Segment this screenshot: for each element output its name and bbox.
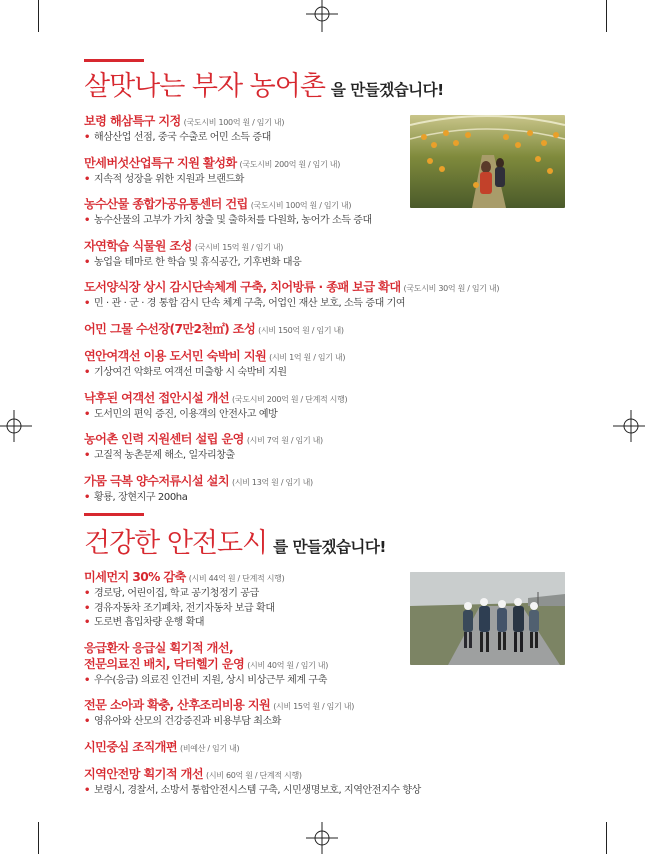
item-bullet: • 보령시, 경찰서, 소방서 통합안전시스템 구축, 시민생명보호, 지역안전지수 향상 (84, 784, 584, 799)
registration-mark-left (0, 410, 32, 442)
list-item (84, 348, 584, 381)
item-bullet: • 경유자동차 조기폐차, 전기자동차 보급 확대 (84, 602, 584, 617)
item-budget-note: (시비 15억 원 / 임기 내) (273, 702, 355, 712)
item-title: 농수산물 종합가공유통센터 건립 (84, 197, 248, 212)
item-bullet: • 경로당, 어린이집, 학교 공기청정기 공급 (84, 587, 584, 602)
item-title: 시민중심 조직개편 (84, 739, 178, 754)
item-title: 농어촌 인력 지원센터 설립 운영 (84, 432, 244, 447)
list-item (84, 569, 584, 631)
item-budget-note: (시비 7억 원 / 임기 내) (246, 436, 323, 446)
list-item (84, 431, 584, 464)
item-budget-note: (시비 40억 원 / 임기 내) (247, 660, 329, 670)
section-1-title-suffix: 을 만들겠습니다! (330, 81, 444, 99)
section-2-heading (84, 521, 386, 560)
list-item (84, 697, 584, 730)
registration-mark-bottom (306, 822, 338, 854)
item-budget-note: (국도시비 200억 원 / 임기 내) (239, 159, 341, 169)
item-title: 지역안전망 획기적 개선 (84, 766, 204, 781)
registration-mark-right (613, 410, 645, 442)
item-budget-note: (국도시비 30억 원 / 임기 내) (403, 284, 500, 294)
crop-mark-top-right (606, 0, 607, 32)
item-title: 보령 해삼특구 지정 (84, 114, 181, 128)
item-title: 응급환자 응급실 획기적 개선, (84, 640, 234, 655)
item-bullet: • 농수산물의 고부가 가치 창출 및 출하처를 다원화, 농어가 소득 증대 (84, 214, 584, 229)
section-1-items (84, 113, 584, 514)
item-bullet: • 농업을 테마로 한 학습 및 휴식공간, 기후변화 대응 (84, 256, 584, 271)
item-bullet: • 지속적 성장을 위한 지원과 브랜드화 (84, 173, 584, 188)
item-title: 어민 그물 수선장(7만2천㎡) 조성 (84, 321, 256, 336)
crop-mark-top-left (38, 0, 39, 32)
list-item (84, 640, 584, 689)
list-item (84, 113, 584, 146)
list-item (84, 766, 584, 799)
item-budget-note: (국시비 15억 원 / 임기 내) (194, 242, 284, 252)
list-item (84, 155, 584, 188)
item-title: 낙후된 여객선 접안시설 개선 (84, 390, 230, 405)
item-budget-note: (국도시비 100억 원 / 임기 내) (183, 118, 285, 127)
crop-mark-bottom-left (38, 822, 39, 854)
crop-mark-bottom-right (606, 822, 607, 854)
section-2-accent-bar (84, 513, 144, 516)
item-title: 자연학습 식물원 조성 (84, 238, 192, 253)
item-bullet: • 우수(응급) 의료진 인건비 지원, 상시 비상근무 체계 구축 (84, 674, 584, 689)
item-title-line2: 전문의료진 배치, 닥터헬기 운영 (84, 656, 245, 671)
item-budget-note: (국도시비 200억 원 / 단계적 시행) (232, 394, 348, 404)
section-2-title-suffix: 를 만들겠습니다! (273, 538, 386, 556)
item-budget-note: (시비 60억 원 / 단계적 시행) (206, 770, 302, 780)
list-item (84, 390, 584, 423)
item-bullet: • 도서민의 편익 증진, 이용객의 안전사고 예방 (84, 408, 584, 423)
item-title: 도서양식장 상시 감시단속체계 구축, 치어방류 · 종패 보급 확대 (84, 280, 401, 295)
item-bullet: • 도로변 흡입차량 운행 확대 (84, 616, 584, 631)
section-1-heading (84, 64, 444, 103)
item-title: 가뭄 극복 양수저류시설 설치 (84, 473, 230, 488)
item-bullet: • 고질적 농촌문제 해소, 일자리창출 (84, 449, 584, 464)
item-title: 미세먼지 30% 감축 (84, 570, 186, 584)
item-bullet: • 해삼산업 선점, 중국 수출로 어민 소득 증대 (84, 131, 584, 146)
item-budget-note: (국도시비 100억 원 / 임기 내) (250, 201, 352, 211)
item-bullet: • 영유아와 산모의 건강증진과 비용부담 최소화 (84, 715, 584, 730)
item-budget-note: (시비 1억 원 / 임기 내) (269, 352, 346, 362)
item-bullet: • 민 · 관 · 군 · 경 통합 감시 단속 체계 구축, 어업인 재산 보호, 소득 증대 기여 (84, 297, 584, 312)
item-budget-note: (시비 13억 원 / 임기 내) (232, 477, 313, 487)
section-2-title-main: 건강한 안전도시 (84, 528, 268, 559)
registration-mark-top (306, 0, 338, 32)
item-bullet: • 황룡, 장현지구 200ha (84, 491, 584, 506)
section-1-title-main: 살맛나는 부자 농어촌 (84, 71, 325, 102)
item-title: 만세버섯산업특구 지원 활성화 (84, 155, 237, 170)
item-title: 연안여객선 이용 도서민 숙박비 지원 (84, 348, 267, 363)
item-title: 전문 소아과 확충, 산후조리비용 지원 (84, 698, 271, 713)
list-item (84, 739, 584, 757)
list-item (84, 196, 584, 229)
list-item (84, 321, 584, 339)
list-item (84, 279, 584, 312)
item-budget-note: (비예산 / 임기 내) (180, 743, 240, 753)
section-1-accent-bar (84, 59, 144, 62)
item-bullet: • 기상여건 악화로 여객선 미출항 시 숙박비 지원 (84, 366, 584, 381)
list-item (84, 473, 584, 506)
list-item (84, 238, 584, 271)
item-budget-note: (시비 150억 원 / 임기 내) (258, 325, 344, 335)
section-2-items (84, 569, 584, 808)
item-budget-note: (시비 44억 원 / 단계적 시행) (188, 574, 285, 583)
